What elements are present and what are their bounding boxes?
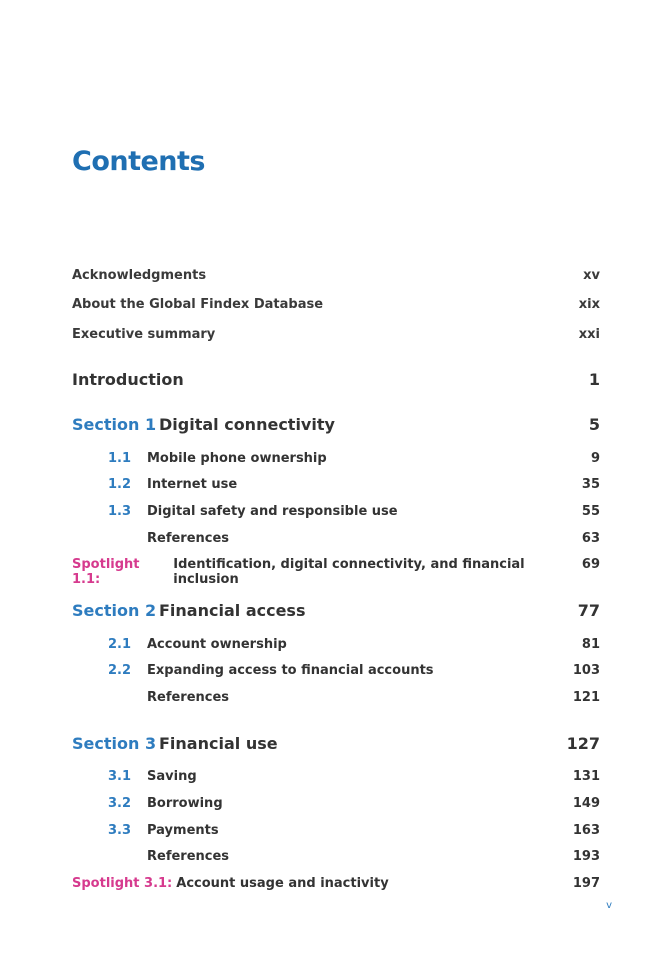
toc-page-number: 9: [590, 451, 600, 466]
subsection-number: 1.1: [108, 451, 132, 466]
toc-page-number: 35: [581, 477, 600, 492]
toc-entry-label: About the Global Findex Database: [72, 297, 324, 312]
toc-page-number: 197: [572, 876, 600, 891]
subsection-number: 2.1: [108, 637, 132, 652]
section-title: Digital connectivity: [159, 415, 335, 434]
subsection-number: 3.1: [108, 769, 132, 784]
toc-page-number: 69: [581, 557, 600, 572]
subsection-title: Payments: [147, 823, 219, 838]
toc-spotlight-3-1[interactable]: [72, 876, 600, 891]
toc-entry-label: Executive summary: [72, 327, 216, 342]
toc-subentry[interactable]: [72, 451, 600, 466]
toc-page-number: xxi: [578, 327, 600, 342]
toc-page-number: 193: [572, 849, 600, 864]
toc-references[interactable]: [72, 531, 600, 546]
toc-entry-introduction[interactable]: [72, 370, 600, 389]
subsection-title: Account ownership: [147, 637, 287, 652]
subsection-title: Borrowing: [147, 796, 223, 811]
toc-page-number: xix: [578, 297, 600, 312]
toc-entry-label: Acknowledgments: [72, 268, 207, 283]
toc-subentry[interactable]: [72, 663, 600, 678]
toc-page-number: 55: [581, 504, 600, 519]
subsection-title: Digital safety and responsible use: [147, 504, 398, 519]
section-label: Section 1: [72, 415, 157, 434]
subsection-number: 2.2: [108, 663, 132, 678]
subsection-number: 3.3: [108, 823, 132, 838]
subsection-title: Saving: [147, 769, 197, 784]
toc-references[interactable]: [72, 690, 600, 705]
toc-page-number: 5: [588, 415, 600, 434]
toc-page-number: 81: [581, 637, 600, 652]
spotlight-title: Account usage and inactivity: [176, 876, 389, 891]
toc-spotlight-1-1[interactable]: [72, 557, 600, 587]
section-label: Section 3: [72, 734, 157, 753]
toc-page-number: 63: [581, 531, 600, 546]
subsection-title: Expanding access to financial accounts: [147, 663, 434, 678]
toc-page-number: 77: [577, 601, 600, 620]
toc-subentry[interactable]: [72, 504, 600, 519]
toc-page-number: 103: [572, 663, 600, 678]
subsection-number: 1.3: [108, 504, 132, 519]
page-title: Contents: [72, 146, 206, 177]
spotlight-title: Identification, digital connectivity, and financial inclusion: [173, 557, 525, 587]
toc-subentry[interactable]: [72, 769, 600, 784]
toc-page-number: 149: [572, 796, 600, 811]
toc-references[interactable]: [72, 849, 600, 864]
toc-entry-label: Introduction: [72, 370, 184, 389]
section-label: Section 2: [72, 601, 157, 620]
section-title: Financial use: [159, 734, 278, 753]
toc-entry-about-findex[interactable]: [72, 297, 600, 312]
references-title: References: [147, 531, 230, 546]
spotlight-label: Spotlight 3.1:: [72, 876, 173, 891]
toc-page-number: 127: [566, 734, 600, 753]
subsection-number: 3.2: [108, 796, 132, 811]
subsection-title: Internet use: [147, 477, 238, 492]
toc-subentry[interactable]: [72, 823, 600, 838]
toc-subentry[interactable]: [72, 477, 600, 492]
toc-section-1[interactable]: [72, 415, 600, 434]
toc-section-2[interactable]: [72, 601, 600, 620]
toc-subentry[interactable]: [72, 796, 600, 811]
toc-page-number: 1: [588, 370, 600, 389]
section-title: Financial access: [159, 601, 306, 620]
toc-section-3[interactable]: [72, 734, 600, 753]
toc-page-number: 121: [572, 690, 600, 705]
spotlight-label: Spotlight 1.1:: [72, 557, 140, 587]
references-title: References: [147, 849, 230, 864]
toc-page-number: 131: [572, 769, 600, 784]
toc-entry-executive-summary[interactable]: [72, 327, 600, 342]
toc-subentry[interactable]: [72, 637, 600, 652]
toc-page-number: 163: [572, 823, 600, 838]
subsection-number: 1.2: [108, 477, 132, 492]
toc-entry-acknowledgments[interactable]: [72, 268, 600, 283]
references-title: References: [147, 690, 230, 705]
subsection-title: Mobile phone ownership: [147, 451, 327, 466]
page-folio: v: [606, 900, 612, 911]
toc-page-number: xv: [583, 268, 600, 283]
